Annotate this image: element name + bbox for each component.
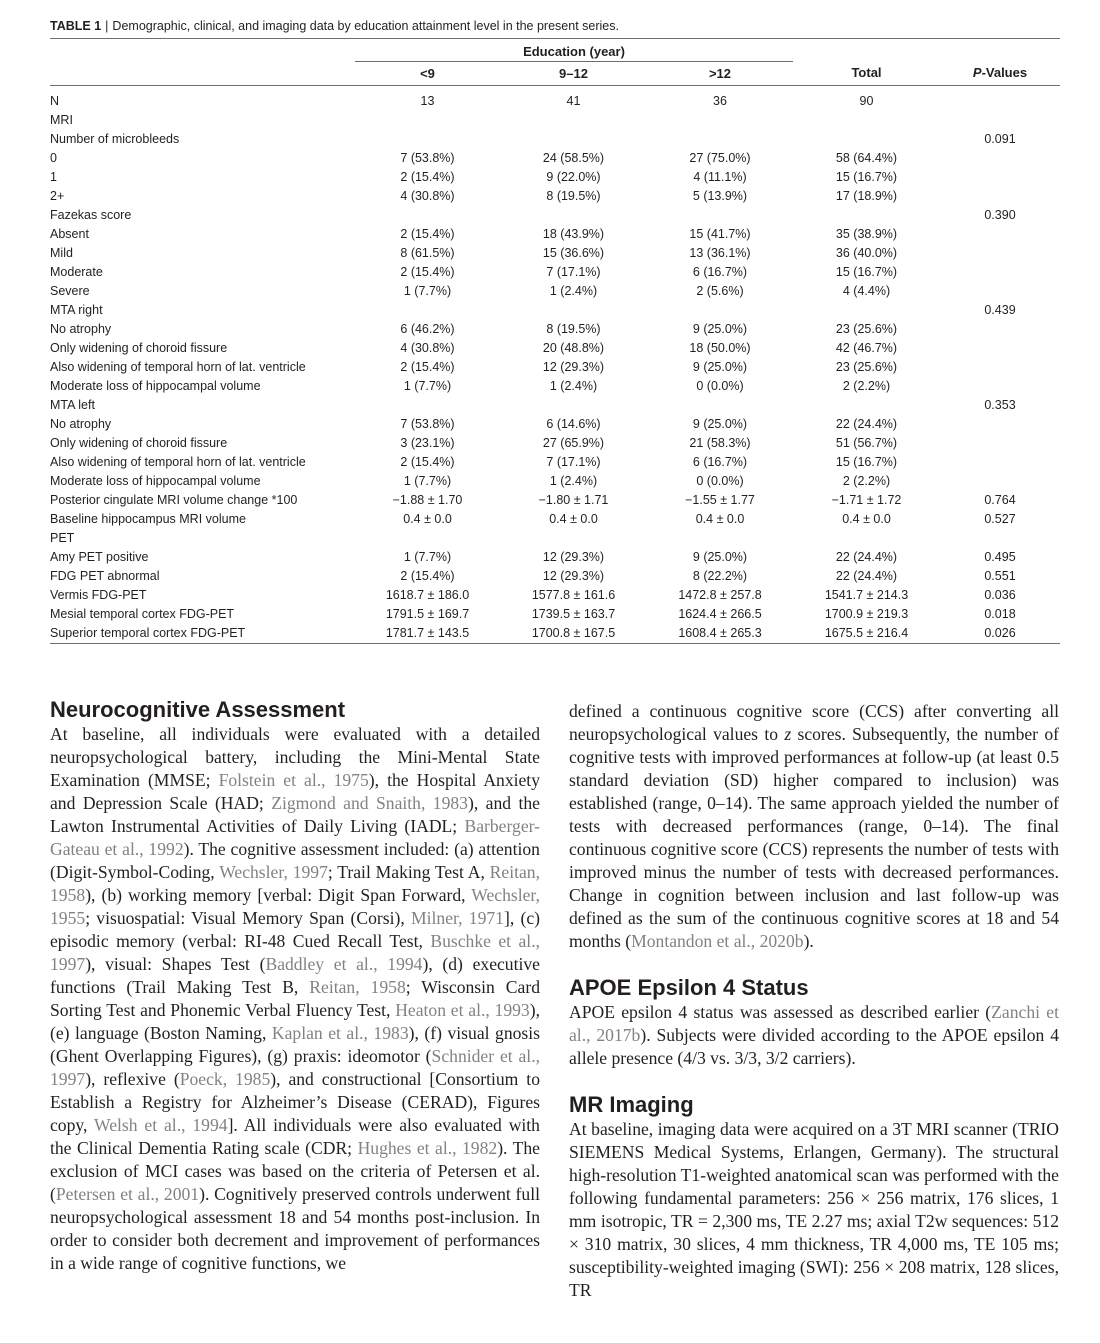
citation-link[interactable]: Welsh et al., 1994: [94, 1115, 228, 1135]
cell-9-12: [500, 396, 647, 415]
cell-lt9: 2 (15.4%): [400, 169, 455, 184]
table-caption-text: Demographic, clinical, and imaging data by education attainment level in the present series.: [112, 19, 619, 33]
cell-total: 23 (25.6%): [835, 321, 898, 336]
cell-lt9: 7 (53.8%): [400, 150, 455, 165]
paragraph-apoe: APOE epsilon 4 status was assessed as described earlier (Zanchi et al., 2017b). Subjects were divided according to the APOE epsilon 4 allele presence (4/3 vs. 3/3, 3/2 carriers).: [569, 1002, 1059, 1068]
cell-9-12: 27 (65.9%): [542, 435, 605, 450]
cell-p-value: [940, 415, 1060, 434]
cell-lt9: 4 (30.8%): [400, 188, 455, 203]
citation-link[interactable]: Reitan, 1958: [50, 862, 540, 905]
table-row: [50, 377, 1060, 396]
cell-9-12: [500, 130, 647, 149]
table-caption-label: TABLE 1: [50, 19, 102, 33]
cell-p-value: [940, 225, 1060, 244]
cell-lt9: 2 (15.4%): [400, 226, 455, 241]
citation-link[interactable]: Zigmond and Snaith, 1983: [271, 793, 468, 813]
cell-gt12: 27 (75.0%): [689, 150, 751, 165]
paragraph-neurocognitive: At baseline, all individuals were evaluated with a detailed neuropsychological battery, including the Mini-Mental State Examination (MMSE; Folstein et al., 1975), the Hospital Anxiety and Depression Scale (HAD; Zigmond and Snaith, 1983), and the Lawton Instrumental Activities of Daily Living (IADL; Barberger-Gateau et al., 1992). The cognitive assessment included: (a) attention (Digit-Symbol-Coding, Wechsler, 1997; Trail Making Test A, Reitan, 1958), (b) working memory [verbal: Digit Span Forward, Wechsler, 1955; visuospatial: Visual Memory Span (Corsi), Milner, 1971], (c) episodic memory (verbal: RI-48 Cued Recall Test, Buschke et al., 1997), visual: Shapes Test (Baddley et al., 1994), (d) executive functions (Trail Making Test B, Reitan, 1958; Wisconsin Card Sorting Test and Phonemic Verbal Fluency Test, Heaton et al., 1993), (e) language (Boston Naming, Kaplan et al., 1983), (f) visual gnosis (Ghent Overlapping Figures), (g) praxis: ideomotor (Schnider et al., 1997), reflexive (Poeck, 1985), and constructional [Consortium to Establish a Registry for Alzheimer’s Disease (CERAD), Figures copy, Welsh et al., 1994]. All individuals were also evaluated with the Clinical Dementia Rating scale (CDR; Hughes et al., 1982). The exclusion of MCI cases was based on the criteria of Petersen et al. (Petersen et al., 2001). Cognitively preserved controls underwent full neuropsychological assessment 18 and 54 months post-inclusion. In order to consider both decrement and improvement of performances in a wide range of cognitive functions, we: [50, 724, 540, 1273]
cell-p-value: [940, 168, 1060, 187]
cell-p-value: [940, 377, 1060, 396]
table-row: [50, 206, 1060, 225]
cell-gt12: [647, 529, 793, 548]
cell-total: [793, 206, 940, 225]
table-row: [50, 605, 1060, 624]
cell-total: 0.4 ± 0.0: [842, 511, 891, 526]
row-label: Moderate loss of hippocampal volume: [50, 378, 261, 393]
cell-9-12: 0.4 ± 0.0: [549, 511, 598, 526]
cell-total: 15 (16.7%): [835, 169, 898, 184]
cell-9-12: 9 (22.0%): [546, 169, 601, 184]
cell-9-12: [500, 111, 647, 130]
data-table: [50, 39, 1060, 644]
cell-p-value: 0.036: [984, 587, 1016, 602]
cell-lt9: 1 (7.7%): [403, 283, 452, 298]
row-label: FDG PET abnormal: [50, 568, 160, 583]
cell-9-12: 12 (29.3%): [542, 359, 605, 374]
cell-9-12: [500, 206, 647, 225]
cell-lt9: −1.88 ± 1.70: [392, 492, 463, 507]
row-label: Vermis FDG-PET: [50, 587, 147, 602]
cell-lt9: 1 (7.7%): [403, 473, 452, 488]
row-label: Mesial temporal cortex FDG-PET: [50, 606, 235, 621]
cell-total: 17 (18.9%): [835, 188, 898, 203]
row-label: MRI: [50, 112, 73, 127]
cell-gt12: 21 (58.3%): [689, 435, 751, 450]
table-row: [50, 529, 1060, 548]
row-label: 2+: [50, 188, 65, 203]
cell-lt9: 1781.7 ± 143.5: [355, 624, 500, 644]
cell-9-12: 1 (2.4%): [549, 283, 598, 298]
cell-gt12: 1608.4 ± 265.3: [647, 624, 793, 644]
cell-p-value: [940, 244, 1060, 263]
cell-9-12: 1 (2.4%): [549, 378, 598, 393]
table-row: [50, 472, 1060, 491]
cell-total: 1541.7 ± 214.3: [824, 587, 909, 602]
cell-gt12: [647, 301, 793, 320]
cell-p-value: 0.551: [984, 568, 1016, 583]
citation-link[interactable]: Petersen et al., 2001: [55, 1184, 200, 1204]
table-row: [50, 187, 1060, 206]
row-label: Number of microbleeds: [50, 131, 180, 146]
row-label: N: [50, 93, 60, 108]
table-row: [50, 339, 1060, 358]
cell-9-12: 18 (43.9%): [542, 226, 605, 241]
cell-p-value: [940, 282, 1060, 301]
cell-9-12: −1.80 ± 1.71: [538, 492, 609, 507]
cell-total: [793, 111, 940, 130]
paragraph-mr-imaging: At baseline, imaging data were acquired on a 3T MRI scanner (TRIO SIEMENS Medical Systems, Erlangen, Germany). The structural high-resolution T1-weighted anatomical scan was performed with the following fundamental parameters: 256 × 256 matrix, 176 slices, 1 mm isotropic, TR = 2,300 ms, TE 2.27 ms; axial T2w sequences: 512 × 310 matrix, 30 slices, 4 mm thickness, TR 4,000 ms, TE 105 ms; susceptibility-weighted imaging (SWI): 256 × 208 matrix, 128 slices, TR: [569, 1119, 1059, 1300]
cell-lt9: [355, 111, 500, 130]
cell-9-12: 12 (29.3%): [542, 568, 605, 583]
cell-9-12: 20 (48.8%): [542, 340, 605, 355]
cell-total: 51 (56.7%): [835, 435, 898, 450]
citation-link[interactable]: Milner, 1971: [410, 908, 504, 928]
row-label: Posterior cingulate MRI volume change *100: [50, 492, 298, 507]
row-label: Baseline hippocampus MRI volume: [50, 511, 246, 526]
cell-9-12: 7 (17.1%): [546, 454, 601, 469]
cell-total: 1675.5 ± 216.4: [793, 624, 940, 644]
cell-total: 90: [859, 93, 874, 108]
table-row: [50, 624, 1060, 644]
row-label: Only widening of choroid fissure: [50, 435, 228, 450]
table-row: [50, 415, 1060, 434]
cell-total: 42 (46.7%): [835, 340, 898, 355]
row-label: MTA right: [50, 302, 103, 317]
caption-separator: |: [105, 19, 109, 33]
cell-gt12: 8 (22.2%): [692, 568, 748, 583]
cell-p-value: 0.764: [984, 492, 1016, 507]
cell-total: [793, 529, 940, 548]
cell-lt9: [355, 529, 500, 548]
cell-9-12: 1739.5 ± 163.7: [531, 606, 616, 621]
citation-link[interactable]: Wechsler, 1955: [50, 885, 540, 928]
cell-9-12: 15 (36.6%): [542, 245, 605, 260]
cell-gt12: [647, 206, 793, 225]
citation-link[interactable]: Hughes et al., 1982: [357, 1138, 498, 1158]
cell-lt9: 4 (30.8%): [400, 340, 455, 355]
cell-gt12: 0 (0.0%): [696, 473, 744, 488]
cell-9-12: 1700.8 ± 167.5: [500, 624, 647, 644]
cell-gt12: 1472.8 ± 257.8: [678, 587, 762, 602]
cell-lt9: 2 (15.4%): [400, 454, 455, 469]
cell-lt9: [355, 301, 500, 320]
cell-9-12: 1577.8 ± 161.6: [531, 587, 616, 602]
citation-link[interactable]: Montandon et al., 2020b: [631, 931, 804, 951]
row-label: Moderate loss of hippocampal volume: [50, 473, 261, 488]
cell-gt12: 36: [713, 93, 727, 108]
cell-lt9: 1618.7 ± 186.0: [385, 587, 470, 602]
column-header-gt12: >12: [647, 61, 793, 85]
cell-lt9: 7 (53.8%): [400, 416, 455, 431]
row-label: Severe: [50, 283, 90, 298]
row-label: No atrophy: [50, 416, 112, 431]
column-header-lt9: <9: [355, 61, 500, 85]
cell-lt9: [355, 130, 500, 149]
cell-total: 4 (4.4%): [842, 283, 891, 298]
row-label: No atrophy: [50, 321, 112, 336]
citation-link[interactable]: Baddley et al., 1994: [265, 954, 423, 974]
cell-p-value: 0.495: [984, 549, 1016, 564]
cell-p-value: [940, 453, 1060, 472]
cell-9-12: [500, 529, 647, 548]
cell-p-value: [940, 85, 1060, 111]
cell-lt9: 0.4 ± 0.0: [403, 511, 452, 526]
cell-p-value: [940, 434, 1060, 453]
section-heading-mr-imaging: MR Imaging: [569, 1092, 694, 1117]
citation-link[interactable]: Heaton et al., 1993: [395, 1000, 530, 1020]
cell-lt9: [355, 206, 500, 225]
cell-lt9: 13: [420, 93, 435, 108]
citation-link[interactable]: Kaplan et al., 1983: [271, 1023, 409, 1043]
cell-lt9: 1 (7.7%): [403, 549, 452, 564]
cell-gt12: 0 (0.0%): [696, 378, 744, 393]
table-row: [50, 85, 1060, 111]
cell-gt12: 9 (25.0%): [692, 549, 748, 564]
cell-p-value: [940, 111, 1060, 130]
cell-9-12: 8 (19.5%): [546, 321, 601, 336]
citation-link[interactable]: Buschke et al., 1997: [50, 931, 540, 974]
cell-total: 58 (64.4%): [835, 150, 898, 165]
left-column: [50, 697, 540, 1275]
cell-p-value: 0.353: [984, 397, 1016, 412]
row-label: Only widening of choroid fissure: [50, 340, 228, 355]
table-row: [50, 548, 1060, 567]
row-label: 1: [50, 169, 57, 184]
table-row: [50, 301, 1060, 320]
cell-p-value: [940, 339, 1060, 358]
table-body: [50, 85, 1060, 643]
cell-p-value: 0.439: [984, 302, 1016, 317]
cell-gt12: 18 (50.0%): [689, 340, 751, 355]
citation-link[interactable]: Reitan, 1958: [309, 977, 406, 997]
column-header-p-values: P-Values: [940, 61, 1060, 85]
cell-p-value: [940, 472, 1060, 491]
cell-gt12: 5 (13.9%): [692, 188, 748, 203]
row-label: Moderate: [50, 264, 103, 279]
cell-p-value: 0.091: [984, 131, 1016, 146]
citation-link[interactable]: Folstein et al., 1975: [218, 770, 369, 790]
paragraph-neurocognitive-continued: defined a continuous cognitive score (CCS) after converting all neuropsychological values to z scores. Subsequently, the number of cognitive tests with improved performances at follow-up (at least 0.5 standard deviation (SD) higher compared to inclusion) was established (range, 0–14). The same approach yielded the number of tests with decreased performances (range, 0–14). The final continuous cognitive score (CCS) represents the number of tests with improved minus the number of tests with decreased performances. Change in cognition between inclusion and last follow-up was defined as the sum of the continuous cognitive scores at 18 and 54 months (Montandon et al., 2020b).: [569, 701, 1059, 951]
table-caption: [50, 17, 1060, 35]
cell-total: 15 (16.7%): [835, 454, 898, 469]
row-label: Mild: [50, 245, 73, 260]
table-row: [50, 282, 1060, 301]
column-header-label: [50, 61, 355, 85]
row-label: MTA left: [50, 397, 95, 412]
cell-total: 36 (40.0%): [835, 245, 898, 260]
row-label: Also widening of temporal horn of lat. ventricle: [50, 359, 306, 374]
cell-gt12: [647, 130, 793, 149]
citation-link[interactable]: Barberger-Gateau et al., 1992: [50, 816, 540, 859]
row-label: PET: [50, 530, 75, 545]
cell-gt12: 0.4 ± 0.0: [695, 511, 745, 526]
cell-gt12: 9 (25.0%): [692, 359, 748, 374]
table-row: [50, 491, 1060, 510]
cell-gt12: 13 (36.1%): [689, 245, 751, 260]
cell-p-value: [940, 149, 1060, 168]
cell-gt12: 9 (25.0%): [692, 321, 748, 336]
cell-gt12: [647, 111, 793, 130]
column-header-total: Total: [793, 61, 940, 85]
cell-total: 15 (16.7%): [835, 264, 898, 279]
table-row: [50, 396, 1060, 415]
cell-lt9: 2 (15.4%): [400, 359, 455, 374]
education-group-header: Education (year): [355, 39, 793, 61]
table-row: [50, 567, 1060, 586]
cell-lt9: 3 (23.1%): [400, 435, 455, 450]
column-header-9-12: 9–12: [500, 61, 647, 85]
cell-p-value: 0.527: [984, 511, 1016, 526]
table-row: [50, 453, 1060, 472]
cell-gt12: −1.55 ± 1.77: [685, 492, 755, 507]
table-row: [50, 510, 1060, 529]
table-row: [50, 111, 1060, 130]
cell-gt12: 4 (11.1%): [693, 169, 747, 184]
row-label: Amy PET positive: [50, 549, 149, 564]
cell-p-value: 0.026: [940, 624, 1060, 644]
cell-gt12: 6 (16.7%): [692, 264, 748, 279]
table-row: [50, 320, 1060, 339]
cell-gt12: 1624.4 ± 266.5: [678, 606, 762, 621]
cell-gt12: 6 (16.7%): [692, 454, 748, 469]
cell-total: 22 (24.4%): [835, 549, 898, 564]
cell-lt9: 2 (15.4%): [400, 568, 455, 583]
cell-total: −1.71 ± 1.72: [831, 492, 902, 507]
table-row: [50, 149, 1060, 168]
row-label: 0: [50, 150, 57, 165]
right-column: [569, 700, 1059, 1302]
cell-9-12: 41: [566, 93, 581, 108]
cell-p-value: 0.018: [984, 606, 1016, 621]
cell-p-value: [940, 263, 1060, 282]
cell-lt9: 1791.5 ± 169.7: [385, 606, 470, 621]
cell-p-value: [940, 187, 1060, 206]
cell-lt9: 2 (15.4%): [400, 264, 455, 279]
citation-link[interactable]: Schnider et al., 1997: [50, 1046, 540, 1089]
cell-total: 35 (38.9%): [835, 226, 898, 241]
cell-total: [793, 301, 940, 320]
cell-9-12: 8 (19.5%): [546, 188, 601, 203]
cell-lt9: 6 (46.2%): [400, 321, 455, 336]
cell-9-12: 24 (58.5%): [542, 150, 605, 165]
cell-lt9: 8 (61.5%): [400, 245, 455, 260]
cell-gt12: 2 (5.6%): [696, 283, 744, 298]
cell-gt12: 15 (41.7%): [689, 226, 751, 241]
row-label: Superior temporal cortex FDG-PET: [50, 624, 355, 644]
cell-p-value: 0.390: [984, 207, 1016, 222]
cell-total: 2 (2.2%): [842, 473, 891, 488]
cell-gt12: [647, 396, 793, 415]
italic-symbol: z: [784, 724, 792, 744]
table-row: [50, 225, 1060, 244]
cell-total: 2 (2.2%): [842, 378, 891, 393]
cell-gt12: 9 (25.0%): [692, 416, 748, 431]
table-row: [50, 586, 1060, 605]
row-label: Also widening of temporal horn of lat. ventricle: [50, 454, 306, 469]
cell-9-12: 6 (14.6%): [546, 416, 601, 431]
citation-link[interactable]: Zanchi et al., 2017b: [569, 1002, 1059, 1045]
table-row: [50, 130, 1060, 149]
table-row: [50, 168, 1060, 187]
section-heading-apoe: APOE Epsilon 4 Status: [569, 975, 809, 1000]
cell-9-12: 7 (17.1%): [546, 264, 601, 279]
cell-total: 22 (24.4%): [835, 416, 898, 431]
table-1: [50, 17, 1060, 644]
cell-9-12: [500, 301, 647, 320]
cell-total: [793, 396, 940, 415]
cell-total: [793, 130, 940, 149]
cell-9-12: 12 (29.3%): [542, 549, 605, 564]
table-row: [50, 434, 1060, 453]
citation-link[interactable]: Poeck, 1985: [179, 1069, 271, 1089]
table-row: [50, 263, 1060, 282]
cell-p-value: [940, 358, 1060, 377]
row-label: Fazekas score: [50, 207, 132, 222]
citation-link[interactable]: Wechsler, 1997: [219, 862, 328, 882]
table-row: [50, 358, 1060, 377]
cell-9-12: 1 (2.4%): [549, 473, 598, 488]
cell-total: 22 (24.4%): [835, 568, 898, 583]
row-label: Absent: [50, 226, 89, 241]
cell-total: 1700.9 ± 219.3: [824, 606, 909, 621]
cell-p-value: [940, 529, 1060, 548]
cell-lt9: 1 (7.7%): [403, 378, 452, 393]
section-heading-neurocognitive: Neurocognitive Assessment: [50, 697, 346, 722]
cell-total: 23 (25.6%): [835, 359, 898, 374]
cell-p-value: [940, 320, 1060, 339]
cell-lt9: [355, 396, 500, 415]
table-row: [50, 244, 1060, 263]
